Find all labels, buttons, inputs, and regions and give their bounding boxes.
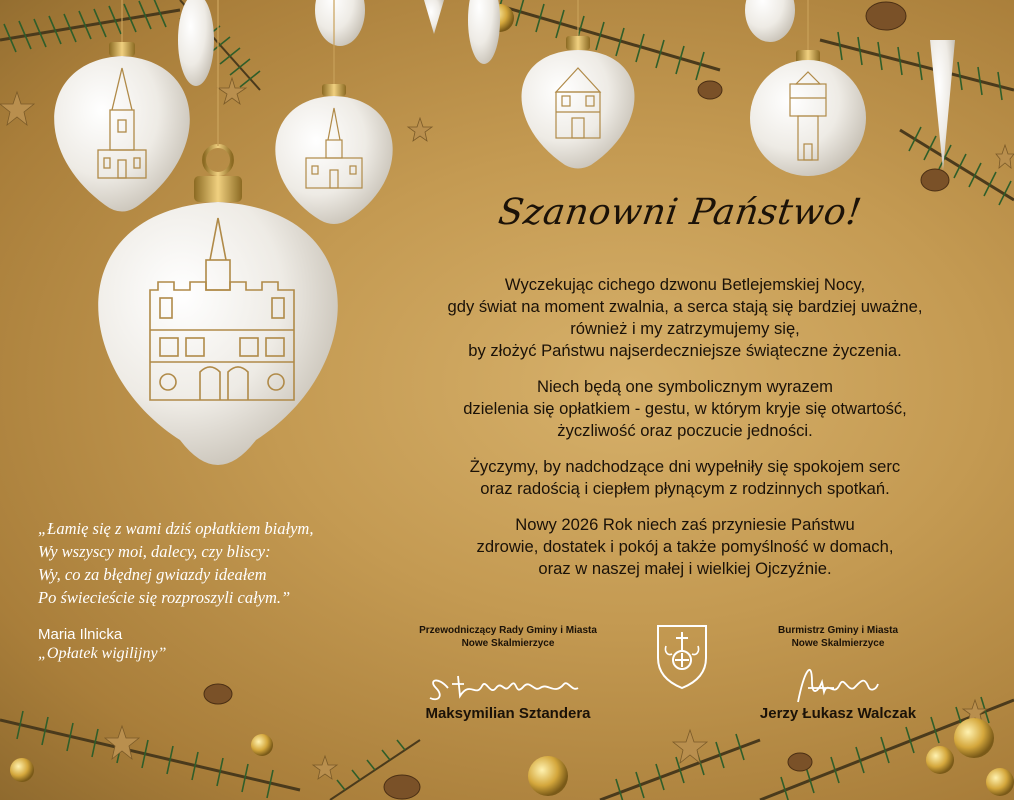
christmas-ornament-icon	[275, 0, 392, 224]
greeting-paragraph	[395, 376, 975, 442]
greeting-line: zdrowie, dostatek i pokój a także pomyślność w domach,	[476, 537, 894, 556]
signatory-name: Maksymilian Sztandera	[425, 705, 591, 722]
greeting-body	[395, 274, 975, 594]
poem-line: Wy wszyscy moi, dalecy, czy bliscy:	[38, 542, 271, 561]
greeting-line: Życzymy, by nadchodzące dni wypełniły się spokojem serc	[469, 457, 901, 476]
greeting-line: Niech będą one symbolicznym wyrazem	[536, 377, 834, 396]
greeting-title: Szanowni Państwo!	[495, 192, 865, 233]
greeting-line: by złożyć Państwu najserdeczniejsze świąteczne życzenia.	[468, 341, 902, 360]
signatory-role: Nowe Skalmierzyce	[461, 638, 555, 649]
poem-line: „Łamię się z wami dziś opłatkiem białym,	[38, 519, 314, 538]
greeting-line: oraz w naszej małej i wielkiej Ojczyźnie.	[538, 559, 832, 578]
greeting-paragraph	[395, 456, 975, 500]
handwritten-signature-right	[708, 662, 968, 706]
greeting-line: oraz radością i ciepłem płynącym z rodzinnych spotkań.	[480, 479, 890, 498]
municipal-crest-icon	[654, 620, 710, 690]
signatory-role: Nowe Skalmierzyce	[791, 638, 885, 649]
signatory-role: Burmistrz Gminy i Miasta	[777, 625, 899, 636]
poem-attribution	[38, 625, 166, 663]
poem-title: „Opłatek wigilijny”	[38, 645, 167, 662]
greeting-paragraph	[395, 274, 975, 362]
signature-block-left	[378, 624, 638, 722]
poem-line: Po świecieście się rozproszyli całym.”	[38, 588, 291, 607]
greeting-line: gdy świat na moment zwalnia, a serca stają się bardziej uważne,	[447, 297, 923, 316]
signature-block-right	[708, 624, 968, 722]
poem-quote	[38, 517, 398, 609]
greeting-line: również i my zatrzymujemy się,	[570, 319, 800, 338]
christmas-ornament-icon	[54, 0, 190, 212]
handwritten-signature-left	[378, 662, 638, 706]
signatory-name: Jerzy Łukasz Walczak	[759, 705, 917, 722]
greeting-line: Wyczekując cichego dzwonu Betlejemskiej Nocy,	[504, 275, 866, 294]
signatory-role: Przewodniczący Rady Gminy i Miasta	[419, 625, 597, 636]
poem-line: Wy, co za błędnej gwiazdy ideałem	[38, 565, 267, 584]
greeting-line: Nowy 2026 Rok niech zaś przyniesie Państwu	[515, 515, 855, 534]
greeting-line: życzliwość oraz poczucie jedności.	[557, 421, 813, 440]
greeting-paragraph	[395, 514, 975, 580]
greeting-line: dzielenia się opłatkiem - gestu, w którym kryje się otwartość,	[463, 399, 907, 418]
poem-author: Maria Ilnicka	[38, 626, 123, 643]
